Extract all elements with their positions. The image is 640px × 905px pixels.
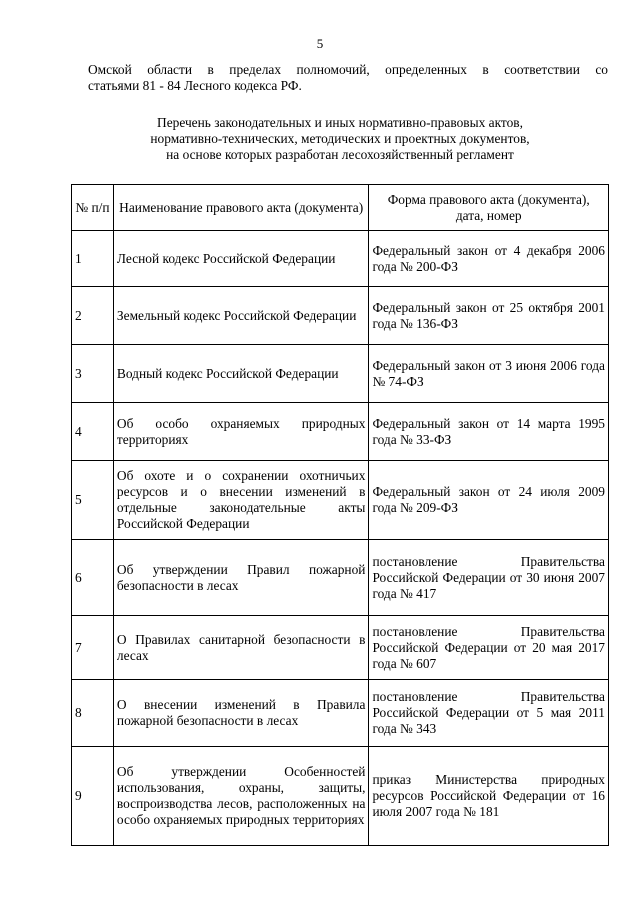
act-name: Об охоте и о сохранении охотничьих ресурсов и о внесении изменений в отдельные законодательные акты Российской Федерации	[113, 461, 369, 540]
row-number: 1	[72, 231, 114, 287]
table-row	[72, 403, 609, 461]
act-name: Об утверждении Правил пожарной безопасности в лесах	[113, 540, 369, 616]
act-form: постановление Правительства Российской Федерации от 20 мая 2017 года № 607	[369, 616, 609, 680]
row-number: 5	[72, 461, 114, 540]
act-form: Федеральный закон от 25 октября 2001 года № 136-ФЗ	[369, 287, 609, 345]
intro-line-2: статьями 81 - 84 Лесного кодекса РФ.	[88, 78, 302, 93]
row-number: 9	[72, 747, 114, 846]
act-form: постановление Правительства Российской Федерации от 5 мая 2011 года № 343	[369, 680, 609, 747]
heading-line-2: нормативно-технических, методических и проектных документов,	[150, 131, 530, 146]
header-name: Наименование правового акта (документа)	[113, 185, 369, 231]
act-name: Об особо охраняемых природных территориях	[113, 403, 369, 461]
row-number: 6	[72, 540, 114, 616]
legal-acts-table	[71, 184, 609, 846]
act-name: О внесении изменений в Правила пожарной безопасности в лесах	[113, 680, 369, 747]
table-row	[72, 461, 609, 540]
table-row	[72, 747, 609, 846]
list-heading	[70, 115, 610, 163]
act-form: Федеральный закон от 14 марта 1995 года № 33-ФЗ	[369, 403, 609, 461]
table-row	[72, 345, 609, 403]
row-number: 4	[72, 403, 114, 461]
act-form: Федеральный закон от 3 июня 2006 года № 74-ФЗ	[369, 345, 609, 403]
act-form: Федеральный закон от 4 декабря 2006 года № 200-ФЗ	[369, 231, 609, 287]
act-name: О Правилах санитарной безопасности в лесах	[113, 616, 369, 680]
page-number: 5	[316, 36, 324, 51]
row-number: 7	[72, 616, 114, 680]
act-form: Федеральный закон от 24 июля 2009 года № 209-ФЗ	[369, 461, 609, 540]
row-number: 2	[72, 287, 114, 345]
table-row	[72, 287, 609, 345]
table-row	[72, 616, 609, 680]
act-name: Лесной кодекс Российской Федерации	[113, 231, 369, 287]
heading-line-1: Перечень законодательных и иных нормативно-правовых актов,	[157, 115, 523, 130]
table-row	[72, 680, 609, 747]
table-row	[72, 540, 609, 616]
table-header-row	[72, 185, 609, 231]
row-number: 8	[72, 680, 114, 747]
act-name: Об утверждении Особенностей использования, охраны, защиты, воспроизводства лесов, расположенных на особо охраняемых природных территориях	[113, 747, 369, 846]
intro-line-1: Омской области в пределах полномочий, определенных в соответствии со	[88, 62, 608, 77]
heading-line-3: на основе которых разработан лесохозяйственный регламент	[166, 147, 514, 162]
table-row	[72, 231, 609, 287]
row-number: 3	[72, 345, 114, 403]
act-name: Земельный кодекс Российской Федерации	[113, 287, 369, 345]
act-form: постановление Правительства Российской Федерации от 30 июня 2007 года № 417	[369, 540, 609, 616]
act-form: приказ Министерства природных ресурсов Российской Федерации от 16 июля 2007 года № 181	[369, 747, 609, 846]
header-num: № п/п	[72, 185, 114, 231]
act-name: Водный кодекс Российской Федерации	[113, 345, 369, 403]
header-form: Форма правового акта (документа), дата, номер	[369, 185, 609, 231]
intro-paragraph	[88, 62, 608, 94]
